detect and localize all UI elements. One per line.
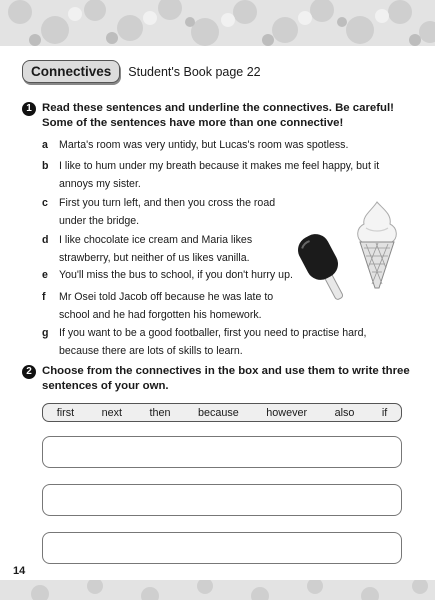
item-text: You'll miss the bus to school, if you don't hurry up. bbox=[59, 269, 293, 281]
item-letter: g bbox=[42, 327, 49, 339]
ice-lolly-icon bbox=[290, 228, 360, 308]
section-title: Connectives bbox=[22, 60, 120, 83]
section-header bbox=[22, 60, 261, 83]
list-item bbox=[42, 158, 389, 193]
item-text: If you want to be a good footballer, first you need to practise hard, because there are lots of skills to learn. bbox=[59, 327, 367, 357]
list-item bbox=[42, 325, 389, 360]
connective-word: then bbox=[149, 406, 171, 419]
answer-box-1[interactable] bbox=[42, 436, 402, 468]
bubble-pattern-bottom bbox=[0, 580, 435, 600]
top-bubble-band bbox=[0, 0, 435, 46]
book-reference: Student's Book page 22 bbox=[128, 64, 261, 79]
item-letter: b bbox=[42, 160, 49, 172]
list-item bbox=[42, 232, 289, 267]
question-1-instruction: Read these sentences and underline the connectives. Be careful! Some of the sentences have more than one connective! bbox=[42, 102, 394, 129]
connective-word: first bbox=[56, 406, 75, 419]
item-letter: d bbox=[42, 234, 49, 246]
question-1-number: 1 bbox=[22, 102, 36, 116]
answer-box-3[interactable] bbox=[42, 532, 402, 564]
item-text: I like chocolate ice cream and Maria likes strawberry, but neither of us likes vanilla. bbox=[59, 234, 253, 264]
list-item bbox=[42, 137, 389, 155]
list-item bbox=[42, 195, 289, 230]
question-1-heading bbox=[22, 101, 412, 131]
question-2-instruction: Choose from the connectives in the box and use them to write three sentences of your own. bbox=[42, 365, 410, 392]
item-letter: f bbox=[42, 291, 46, 303]
connective-word: because bbox=[197, 406, 239, 419]
item-letter: c bbox=[42, 197, 48, 209]
bubble-pattern-top bbox=[0, 0, 435, 46]
connective-word: if bbox=[381, 406, 388, 419]
list-item bbox=[42, 289, 289, 324]
bottom-bubble-band bbox=[0, 580, 435, 600]
item-text: First you turn left, and then you cross the road under the bridge. bbox=[59, 197, 276, 227]
answer-box-2[interactable] bbox=[42, 484, 402, 516]
item-text: I like to hum under my breath because it makes me feel happy, but it annoys my sister. bbox=[59, 160, 380, 190]
connectives-word-box bbox=[42, 403, 402, 422]
connective-word: however bbox=[266, 406, 308, 419]
item-text: Mr Osei told Jacob off because he was late to school and he had forgotten his homework. bbox=[59, 291, 274, 321]
page-number: 14 bbox=[13, 565, 26, 577]
connective-word: next bbox=[101, 406, 123, 419]
item-letter: e bbox=[42, 269, 48, 281]
ice-cream-cone-icon bbox=[352, 198, 402, 290]
question-2-heading bbox=[22, 364, 412, 394]
question-2-number: 2 bbox=[22, 365, 36, 379]
connective-word: also bbox=[334, 406, 355, 419]
item-letter: a bbox=[42, 139, 48, 151]
item-text: Marta's room was very untidy, but Lucas's room was spotless. bbox=[59, 139, 349, 151]
